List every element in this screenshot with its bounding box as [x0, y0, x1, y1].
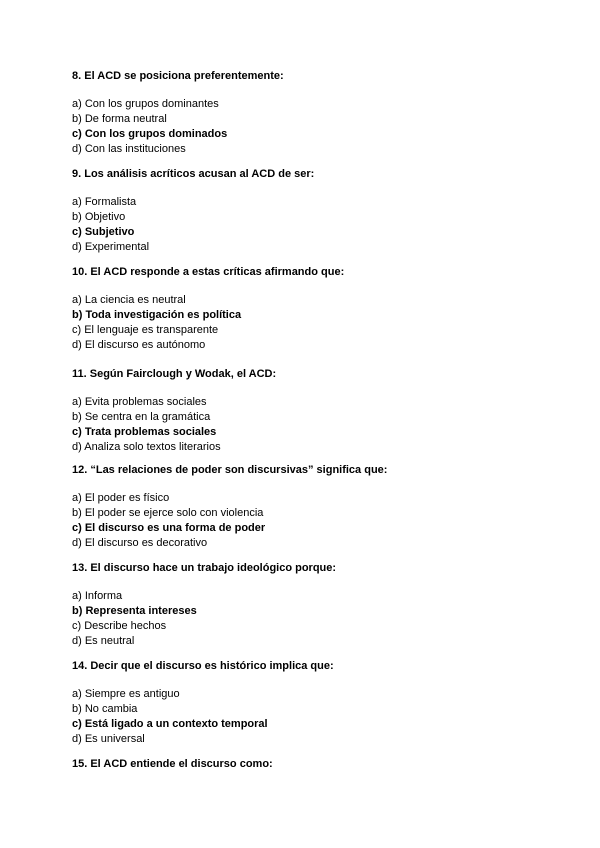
option-a: a) Evita problemas sociales — [72, 396, 207, 408]
question-title: 10. El ACD responde a estas críticas afirmando que: — [72, 266, 345, 278]
option-a: a) El poder es físico — [72, 492, 170, 504]
option-d: d) Analiza solo textos literarios — [72, 441, 221, 453]
option-a: a) Informa — [72, 590, 123, 602]
option-c-correct: c) El discurso es una forma de poder — [72, 522, 266, 534]
question-15 — [72, 757, 542, 772]
option-d: d) El discurso es autónomo — [72, 339, 206, 351]
option-a: a) La ciencia es neutral — [72, 294, 186, 306]
option-b: b) Objetivo — [72, 211, 126, 223]
option-c-correct: c) Trata problemas sociales — [72, 426, 217, 438]
option-d: d) Con las instituciones — [72, 143, 186, 155]
question-13 — [72, 561, 542, 649]
option-a: a) Siempre es antiguo — [72, 688, 180, 700]
option-b-correct: b) Representa intereses — [72, 605, 197, 617]
question-14 — [72, 659, 542, 747]
option-b: b) De forma neutral — [72, 113, 167, 125]
option-a: a) Formalista — [72, 196, 137, 208]
option-b: b) El poder se ejerce solo con violencia — [72, 507, 264, 519]
question-9 — [72, 167, 542, 255]
option-c-correct: c) Subjetivo — [72, 226, 135, 238]
option-c-correct: c) Con los grupos dominados — [72, 128, 228, 140]
option-b: b) Se centra en la gramática — [72, 411, 211, 423]
question-title: 9. Los análisis acríticos acusan al ACD de ser: — [72, 168, 315, 180]
option-d: d) Experimental — [72, 241, 150, 253]
option-d: d) Es neutral — [72, 635, 135, 647]
question-title: 11. Según Fairclough y Wodak, el ACD: — [72, 368, 277, 380]
question-title: 15. El ACD entiende el discurso como: — [72, 758, 273, 770]
option-d: d) El discurso es decorativo — [72, 537, 208, 549]
question-title: 8. El ACD se posiciona preferentemente: — [72, 70, 284, 82]
option-c-correct: c) Está ligado a un contexto temporal — [72, 718, 268, 730]
document-page — [72, 69, 542, 785]
option-b-correct: b) Toda investigación es política — [72, 309, 242, 321]
option-b: b) No cambia — [72, 703, 138, 715]
question-12 — [72, 463, 542, 551]
option-d: d) Es universal — [72, 733, 145, 745]
question-title: 12. “Las relaciones de poder son discursivas” significa que: — [72, 464, 388, 476]
question-title: 13. El discurso hace un trabajo ideológico porque: — [72, 562, 337, 574]
question-11 — [72, 367, 542, 455]
option-c: c) El lenguaje es transparente — [72, 324, 219, 336]
option-c: c) Describe hechos — [72, 620, 167, 632]
question-8 — [72, 69, 542, 157]
question-title: 14. Decir que el discurso es histórico implica que: — [72, 660, 334, 672]
option-a: a) Con los grupos dominantes — [72, 98, 219, 110]
question-10 — [72, 265, 542, 353]
